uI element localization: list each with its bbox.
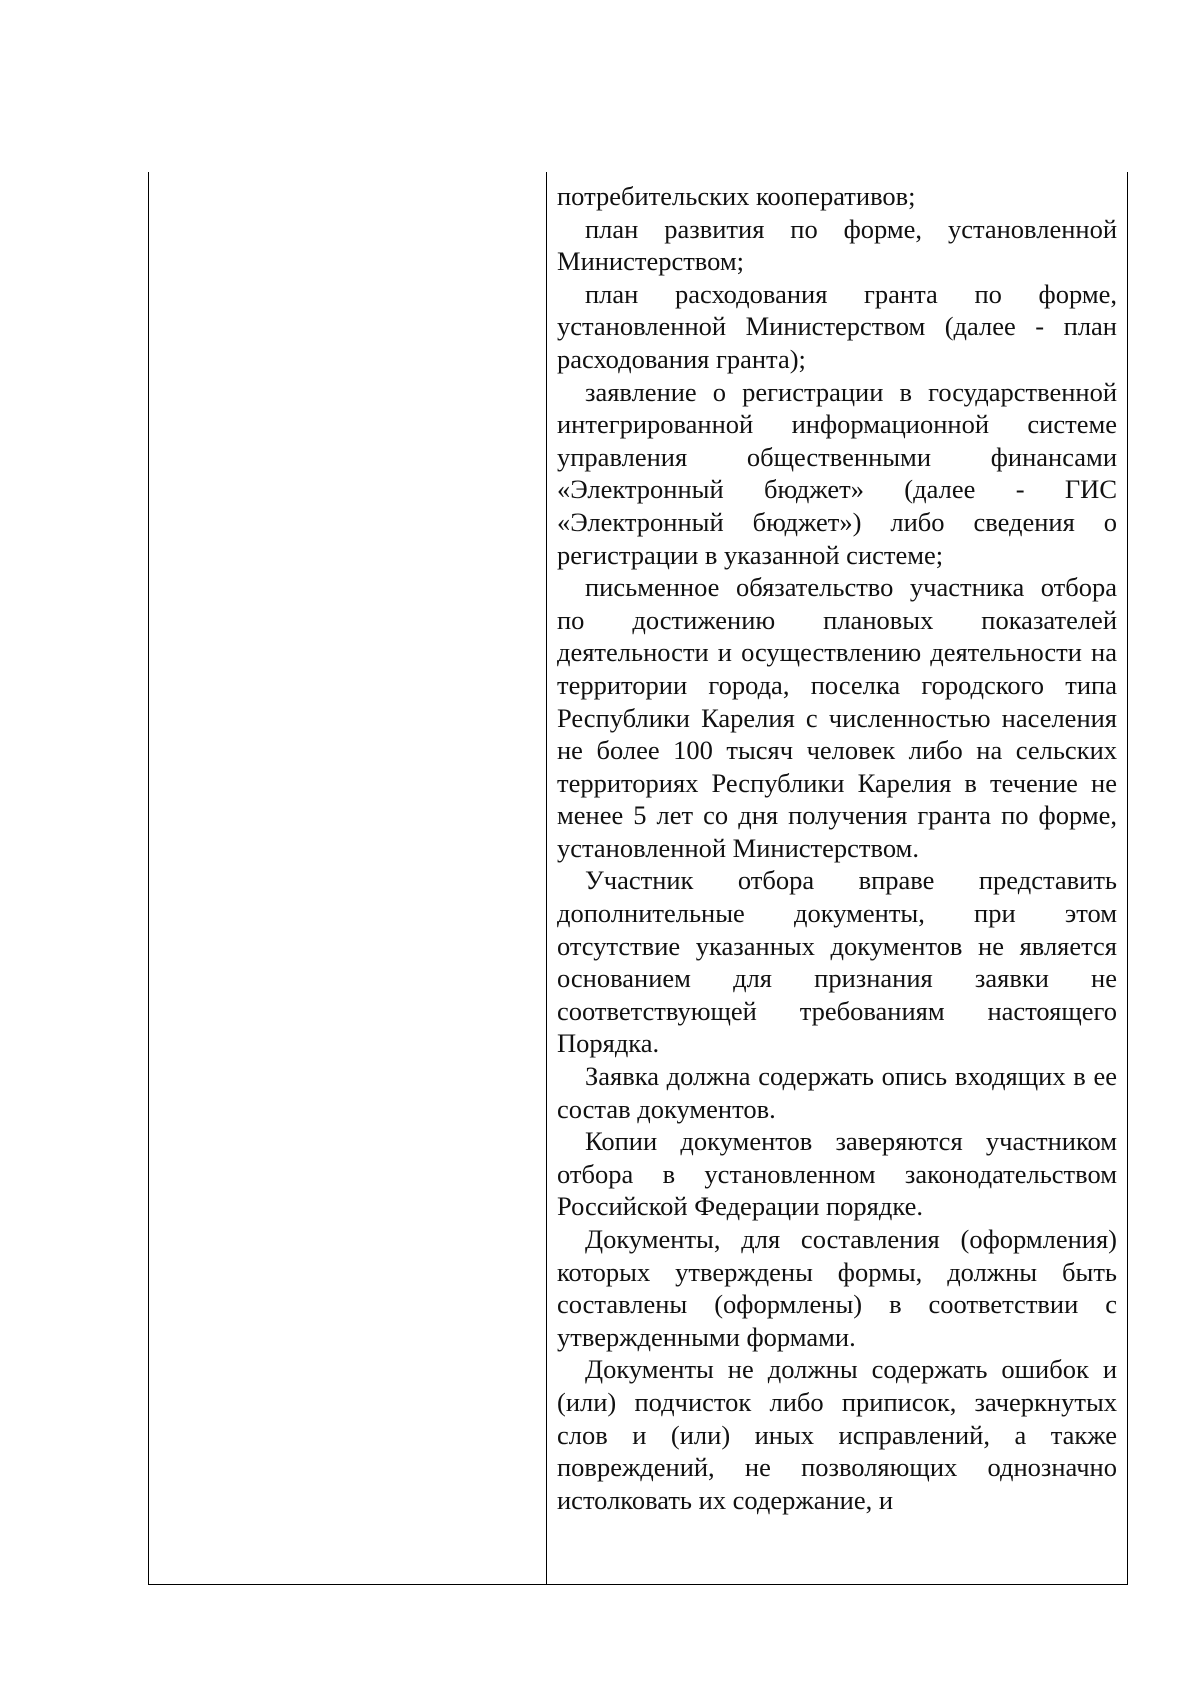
paragraph: Документы, для составления (оформления) которых утверждены формы, должны быть составлены (оформлены) в соответствии с утвержденными формами. — [557, 1224, 1117, 1352]
paragraph: Копии документов заверяются участником отбора в установленном законодательством Российской Федерации порядке. — [557, 1126, 1117, 1222]
paragraph: план развития по форме, установленной Министерством; — [557, 213, 1117, 277]
paragraph: Документы не должны содержать ошибок и (или) подчисток либо приписок, зачеркнутых слов и (или) иных исправлений, а также повреждений, не позволяющих однозначно истолковать их содержание, и — [557, 1354, 1117, 1515]
paragraph: Участник отбора вправе представить дополнительные документы, при этом отсутствие указанных документов не является основанием для признания заявки не соответствующей требованиям настоящего Порядка. — [557, 865, 1117, 1059]
paragraph: Заявка должна содержать опись входящих в ее состав документов. — [557, 1061, 1117, 1124]
table-right-cell — [547, 172, 1127, 1584]
paragraph: письменное обязательство участника отбора по достижению плановых показателей деятельности и осуществлению деятельности на территории города, поселка городского типа Республики Карелия с численностью населения не более 100 тысяч человек либо на сельских территориях Республики Карелия в течение не менее 5 лет со дня получения гранта по форме, установленной Министерством. — [557, 572, 1117, 863]
table-left-cell — [149, 172, 547, 1584]
paragraph: заявление о регистрации в государственной интегрированной информационной системе управления общественными финансами «Электронный бюджет» (далее - ГИС «Электронный бюджет») либо сведения о регистрации в указанной системе; — [557, 376, 1117, 570]
document-table — [148, 172, 1128, 1585]
paragraph: план расходования гранта по форме, установленной Министерством (далее - план расходования гранта); — [557, 278, 1117, 374]
paragraph: потребительских кооперативов; — [557, 181, 916, 211]
